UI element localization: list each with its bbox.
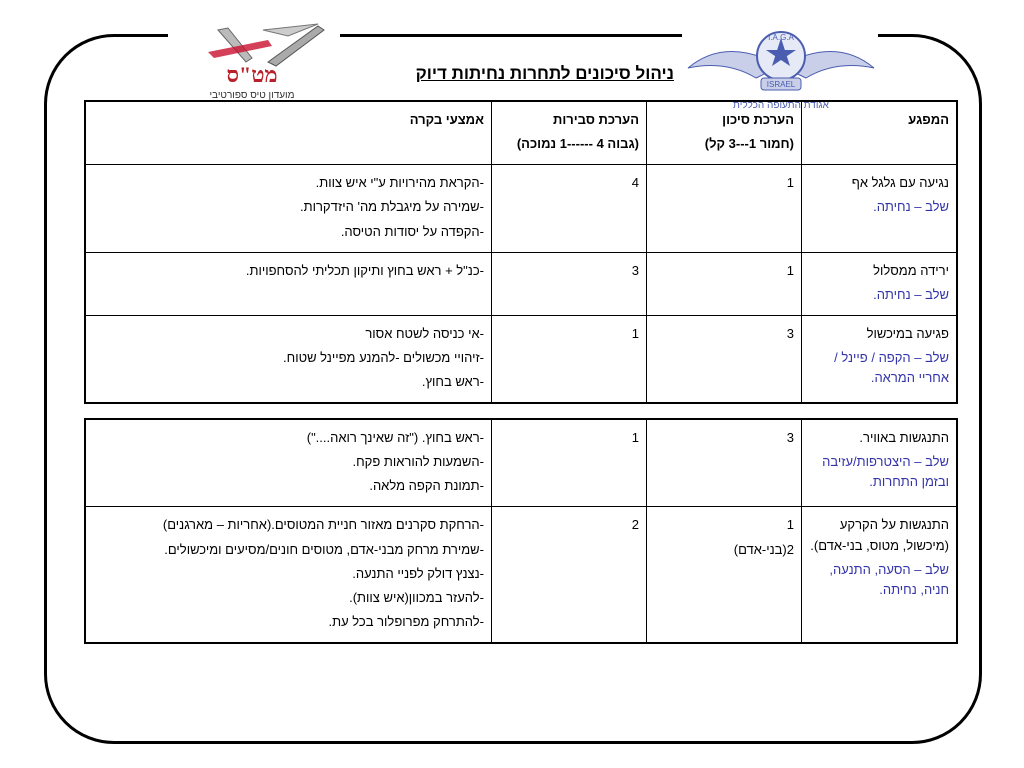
risk-table-2 <box>84 418 958 644</box>
hazard-text: ירידה ממסלול <box>873 262 949 278</box>
hazard-text: התנגשות על הקרקע (מיכשול, מטוס, בני-אדם). <box>810 517 949 553</box>
hazard-cell <box>802 419 958 507</box>
table-row <box>85 507 957 643</box>
risk-cell: 1 <box>647 165 802 252</box>
control-cell <box>85 507 492 643</box>
control-item: -זיהויי מכשולים -להמנע מפיינל שטוח. <box>283 350 484 366</box>
control-item: -שמירת מרחק מבני-אדם, מטוסים חונים/מסיעים ומיכשולים. <box>164 541 484 557</box>
logo-sub-text: מועדון טיס ספורטיבי <box>209 90 295 101</box>
hazard-cell <box>802 165 958 252</box>
control-item: -נצנץ דולק לפניי התנעה. <box>352 565 484 581</box>
control-item: -כנ"ל + ראש בחוץ ותיקון תכליתי להסחפויות. <box>245 262 484 278</box>
table-row <box>85 315 957 403</box>
table-row <box>85 252 957 315</box>
airplanes-icon <box>168 22 336 102</box>
prob-cell: 2 <box>492 507 647 643</box>
header-risk <box>647 101 802 165</box>
header-risk-scale: (חמור 1---3 קל) <box>704 136 794 152</box>
page-title: ניהול סיכונים לתחרות נחיתות דיוק <box>415 64 674 83</box>
control-cell <box>85 419 492 507</box>
hazard-text: התנגשות באוויר. <box>859 430 949 445</box>
control-item: -הקראת מהירויות ע"י איש צוות. <box>315 175 484 191</box>
matas-logo <box>168 22 336 102</box>
control-cell <box>85 315 492 403</box>
logo-brand-text: מט"ס <box>226 62 278 87</box>
control-cell <box>85 165 492 252</box>
phase-text: שלב – נחיתה. <box>873 199 949 215</box>
control-item: -הקפדה על יסודות הטיסה. <box>340 223 484 239</box>
prob-cell: 3 <box>492 252 647 315</box>
control-cell <box>85 252 492 315</box>
header-risk-label: הערכת סיכון <box>722 112 794 127</box>
risk-value: 1 <box>786 517 794 533</box>
control-item: -הרחקת סקרנים מאזור חניית המטוסים.(אחריות – מארגנים) <box>162 517 484 533</box>
phase-text: שלב – היצטרפות/עזיבה ובזמן התחרות. <box>822 454 949 490</box>
hazard-cell <box>802 315 958 403</box>
risk-cell: 1 <box>647 252 802 315</box>
table-row <box>85 419 957 507</box>
logo-iaga-text: I.A.G.A <box>768 33 794 42</box>
phase-text: שלב – הקפה / פיינל / אחריי המראה. <box>834 350 949 386</box>
risk-value-secondary: 2(בני-אדם) <box>733 541 794 557</box>
risk-cell: 3 <box>647 419 802 507</box>
phase-text: שלב – הסעה, התנעה, חניה, נחיתה. <box>829 561 949 597</box>
logo-caption-text: אגודת התעופה הכללית <box>733 100 829 111</box>
hazard-cell <box>802 252 958 315</box>
prob-cell: 1 <box>492 419 647 507</box>
control-item: -אי כניסה לשטח אסור <box>365 325 484 341</box>
logo-israel-text: ISRAEL <box>766 80 796 89</box>
control-item: -השמעות להוראות פקח. <box>352 454 484 470</box>
control-item: -להתרחק מפרופלור בכל עת. <box>328 613 484 629</box>
table-row <box>85 165 957 252</box>
control-item: -תמונת הקפה מלאה. <box>369 478 484 494</box>
header-prob-scale: (גבוה 4 ------1 נמוכה) <box>516 136 639 152</box>
risk-cell <box>647 507 802 643</box>
hazard-text: נגיעה עם גלגל אף <box>851 175 949 191</box>
prob-cell: 1 <box>492 315 647 403</box>
table-header-row <box>85 101 957 165</box>
header-prob <box>492 101 647 165</box>
header-prob-label: הערכת סבירות <box>553 112 639 127</box>
hazard-text: פגיעה במיכשול <box>866 325 949 341</box>
header-control: אמצעי בקרה <box>85 101 492 165</box>
prob-cell: 4 <box>492 165 647 252</box>
risk-table-1 <box>84 100 958 404</box>
phase-text: שלב – נחיתה. <box>873 286 949 302</box>
header-hazard: המפגע <box>802 101 958 165</box>
risk-cell: 3 <box>647 315 802 403</box>
control-item: -להעזר במכוון(איש צוות). <box>349 589 484 605</box>
control-item: -ראש בחוץ. ("זה שאינך רואה....") <box>306 430 484 445</box>
control-item: -ראש בחוץ. <box>421 374 484 390</box>
hazard-cell <box>802 507 958 643</box>
control-item: -שמירה על מיגבלת מה' היזדקרות. <box>299 199 484 215</box>
